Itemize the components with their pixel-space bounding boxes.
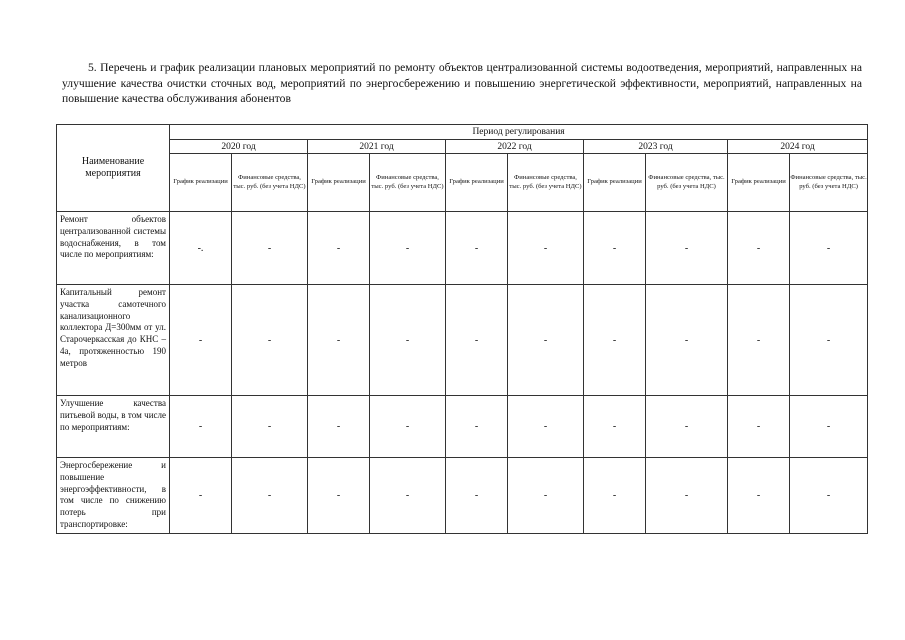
table-cell: - — [790, 285, 868, 396]
section-heading: 5. Перечень и график реализации плановых мероприятий по ремонту объектов централизованной системы водоотведения, мероприятий, направленных на улучшение качества очистки сточных вод, мероприятий по энергосбережению и повышению энергетической эффективности, мероприятий, направленных на повышение качества обслуживания абонентов — [62, 61, 862, 106]
table-cell: - — [790, 458, 868, 534]
table-cell: - — [508, 285, 584, 396]
header-year-2024: 2024 год — [728, 140, 868, 154]
table-cell: - — [728, 285, 790, 396]
header-finance: Финансовые средства, тыс. руб. (без учета НДС) — [232, 154, 308, 212]
header-finance: Финансовые средства, тыс. руб. (без учета НДС) — [508, 154, 584, 212]
table-cell: - — [170, 285, 232, 396]
header-year-2022: 2022 год — [446, 140, 584, 154]
header-year-2020: 2020 год — [170, 140, 308, 154]
table-cell: - — [370, 458, 446, 534]
table-cell: - — [308, 212, 370, 285]
row-name: Ремонт объектов централизованной системы водоснабжения, в том числе по мероприятиям: — [57, 212, 170, 285]
table-cell: - — [584, 285, 646, 396]
table-cell: - — [308, 458, 370, 534]
table-cell: - — [508, 212, 584, 285]
header-period: Период регулирования — [170, 125, 868, 140]
table-cell: -. — [170, 212, 232, 285]
table-cell: - — [584, 212, 646, 285]
header-finance: Финансовые средства, тыс. руб. (без учета НДС) — [790, 154, 868, 212]
table-cell: - — [170, 458, 232, 534]
table-cell: - — [728, 396, 790, 458]
plan-table — [56, 124, 868, 534]
header-name: Наименование мероприятия — [57, 125, 170, 212]
table-row — [57, 212, 868, 285]
table-cell: - — [232, 285, 308, 396]
table-cell: - — [446, 212, 508, 285]
table-cell: - — [790, 212, 868, 285]
table-cell: - — [370, 212, 446, 285]
table-cell: - — [446, 396, 508, 458]
row-name: Капитальный ремонт участка самотечного канализационного коллектора Д=300мм от ул. Старочеркасская до КНС – 4а, протяженностью 190 метров — [57, 285, 170, 396]
header-schedule: График реализации — [308, 154, 370, 212]
header-year-2023: 2023 год — [584, 140, 728, 154]
table-cell: - — [508, 458, 584, 534]
table-cell: - — [646, 285, 728, 396]
header-schedule: График реализации — [584, 154, 646, 212]
table-cell: - — [370, 396, 446, 458]
row-name: Энергосбережение и повышение энергоэффективности, в том числе по снижению потерь при транспортировке: — [57, 458, 170, 534]
table-cell: - — [170, 396, 232, 458]
table-cell: - — [308, 396, 370, 458]
table-cell: - — [728, 458, 790, 534]
header-schedule: График реализации — [170, 154, 232, 212]
table-cell: - — [646, 212, 728, 285]
row-name: Улучшение качества питьевой воды, в том числе по мероприятиям: — [57, 396, 170, 458]
header-schedule: График реализации — [446, 154, 508, 212]
table-row — [57, 396, 868, 458]
table-cell: - — [790, 396, 868, 458]
table-cell: - — [232, 396, 308, 458]
table-cell: - — [508, 396, 584, 458]
table-cell: - — [584, 396, 646, 458]
header-schedule: График реализации — [728, 154, 790, 212]
table-cell: - — [308, 285, 370, 396]
table-cell: - — [728, 212, 790, 285]
header-finance: Финансовые средства, тыс. руб. (без учета НДС) — [370, 154, 446, 212]
table-cell: - — [584, 458, 646, 534]
table-cell: - — [446, 458, 508, 534]
table-cell: - — [646, 396, 728, 458]
table-cell: - — [370, 285, 446, 396]
table-cell: - — [646, 458, 728, 534]
table-cell: - — [232, 458, 308, 534]
header-finance: Финансовые средства, тыс. руб. (без учета НДС) — [646, 154, 728, 212]
table-cell: - — [232, 212, 308, 285]
table-row — [57, 285, 868, 396]
header-year-2021: 2021 год — [308, 140, 446, 154]
table-cell: - — [446, 285, 508, 396]
table-row — [57, 458, 868, 534]
